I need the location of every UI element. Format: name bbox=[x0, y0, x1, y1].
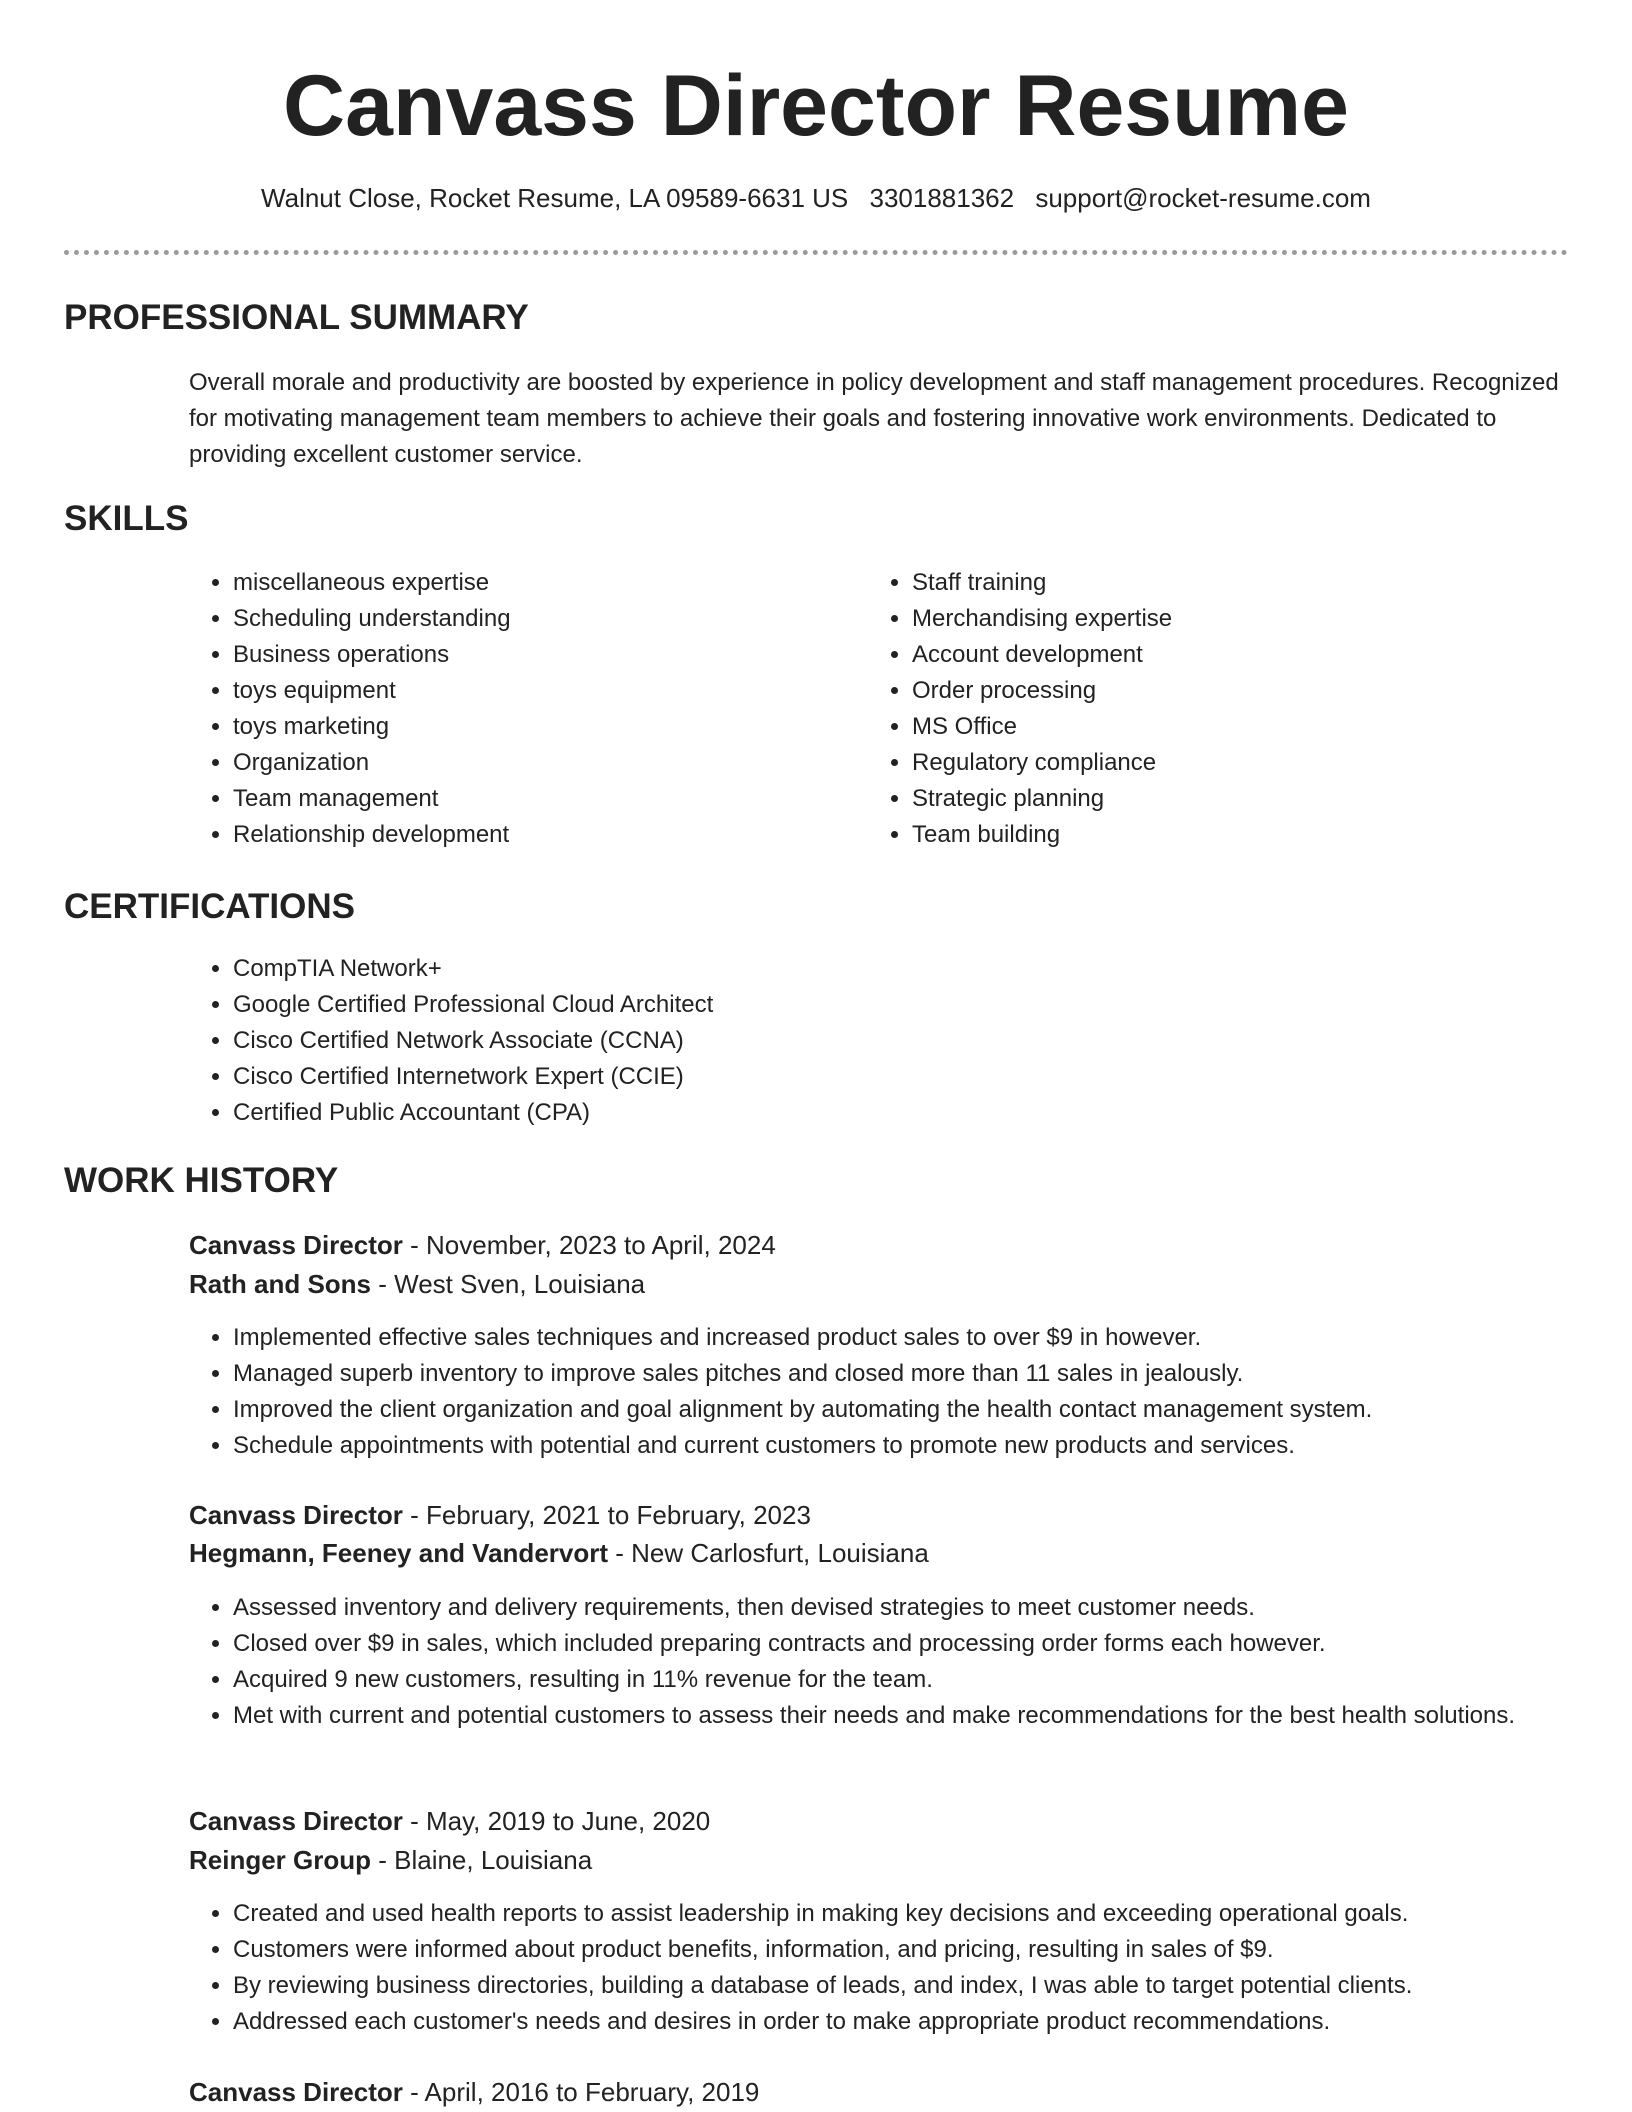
contact-line bbox=[0, 180, 1632, 216]
list-item: • Strategic planning bbox=[912, 781, 1172, 817]
list-item: • Assessed inventory and delivery requirements, then devised strategies to meet customer needs. bbox=[233, 1590, 1523, 1626]
job-dates: - April, 2016 to February, 2019 bbox=[402, 2077, 760, 2107]
job-location: - Blaine, Louisiana bbox=[371, 1845, 593, 1875]
list-item: • Merchandising expertise bbox=[912, 601, 1172, 637]
job-dates: - May, 2019 to June, 2020 bbox=[402, 1806, 711, 1836]
list-item: • Acquired 9 new customers, resulting in 11% revenue for the team. bbox=[233, 1662, 1523, 1698]
job-location: - New Carlosfurt, Louisiana bbox=[608, 1538, 929, 1568]
list-item: • Cisco Certified Network Associate (CCNA) bbox=[233, 1023, 713, 1059]
job-title: Canvass Director bbox=[189, 1230, 403, 1260]
list-item: • CompTIA Network+ bbox=[233, 951, 713, 987]
list-item: • miscellaneous expertise bbox=[233, 565, 511, 601]
job-title-line bbox=[189, 2074, 759, 2110]
job-company-line bbox=[189, 1535, 929, 1571]
list-item: • Improved the client organization and goal alignment by automating the health contact management system. bbox=[233, 1392, 1523, 1428]
job-title-line bbox=[189, 1803, 710, 1839]
list-item: • Business operations bbox=[233, 637, 511, 673]
list-item: • Team building bbox=[912, 817, 1172, 853]
list-item: • Relationship development bbox=[233, 817, 511, 853]
job-company-line bbox=[189, 1842, 592, 1878]
list-item: • Met with current and potential customers to assess their needs and make recommendations for the best health solutions. bbox=[233, 1698, 1523, 1734]
list-item: • toys marketing bbox=[233, 709, 511, 745]
list-item: • toys equipment bbox=[233, 673, 511, 709]
list-item: • Staff training bbox=[912, 565, 1172, 601]
job-location: - West Sven, Louisiana bbox=[371, 1269, 646, 1299]
certifications-heading: CERTIFICATIONS bbox=[64, 887, 356, 926]
list-item: • Order processing bbox=[912, 673, 1172, 709]
list-item: • Created and used health reports to assist leadership in making key decisions and exceeding operational goals. bbox=[233, 1896, 1523, 1932]
job-bullets bbox=[189, 1590, 1523, 1734]
list-item: • Customers were informed about product benefits, information, and pricing, resulting in sales of $9. bbox=[233, 1932, 1523, 1968]
job-title: Canvass Director bbox=[189, 1806, 403, 1836]
job-bullets bbox=[189, 1320, 1523, 1464]
list-item: • By reviewing business directories, building a database of leads, and index, I was able to target potential clients. bbox=[233, 1968, 1523, 2004]
job-company: Reinger Group bbox=[189, 1845, 372, 1875]
job-company-line bbox=[189, 1266, 645, 1302]
certifications-list bbox=[189, 951, 713, 1131]
contact-phone: 3301881362 bbox=[869, 183, 1015, 213]
list-item: • Account development bbox=[912, 637, 1172, 673]
summary-text: Overall morale and productivity are boosted by experience in policy development and staff management procedures. Recognized for motivating management team members to achieve their goals and fostering innovative work environments. Dedicated to providing excellent customer service. bbox=[189, 369, 1559, 468]
job-company: Hegmann, Feeney and Vandervort bbox=[189, 1538, 609, 1568]
header-divider bbox=[64, 250, 1568, 255]
list-item: • Certified Public Accountant (CPA) bbox=[233, 1095, 713, 1131]
page-title: Canvass Director Resume bbox=[283, 58, 1349, 154]
skills-list-right bbox=[868, 565, 1172, 853]
job-bullets bbox=[189, 1896, 1523, 2040]
list-item: • Managed superb inventory to improve sales pitches and closed more than 11 sales in jealously. bbox=[233, 1356, 1523, 1392]
job-title: Canvass Director bbox=[189, 2077, 403, 2107]
job-title-line bbox=[189, 1497, 811, 1533]
list-item: • Google Certified Professional Cloud Architect bbox=[233, 987, 713, 1023]
job-title: Canvass Director bbox=[189, 1500, 403, 1530]
job-dates: - November, 2023 to April, 2024 bbox=[402, 1230, 776, 1260]
contact-address: Walnut Close, Rocket Resume, LA 09589-6631 US bbox=[261, 183, 849, 213]
skills-heading: SKILLS bbox=[64, 499, 189, 538]
contact-email: support@rocket-resume.com bbox=[1035, 183, 1371, 213]
list-item: • MS Office bbox=[912, 709, 1172, 745]
work-history-heading: WORK HISTORY bbox=[64, 1161, 339, 1200]
list-item: • Addressed each customer's needs and desires in order to make appropriate product recommendations. bbox=[233, 2004, 1523, 2040]
list-item: • Regulatory compliance bbox=[912, 745, 1172, 781]
skills-list-left bbox=[189, 565, 511, 853]
list-item: • Organization bbox=[233, 745, 511, 781]
job-dates: - February, 2021 to February, 2023 bbox=[402, 1500, 811, 1530]
list-item: • Schedule appointments with potential and current customers to promote new products and services. bbox=[233, 1428, 1523, 1464]
job-title-line bbox=[189, 1227, 776, 1263]
list-item: • Team management bbox=[233, 781, 511, 817]
list-item: • Closed over $9 in sales, which included preparing contracts and processing order forms each however. bbox=[233, 1626, 1523, 1662]
list-item: • Cisco Certified Internetwork Expert (CCIE) bbox=[233, 1059, 713, 1095]
list-item: • Scheduling understanding bbox=[233, 601, 511, 637]
summary-heading: PROFESSIONAL SUMMARY bbox=[64, 298, 529, 337]
job-company: Rath and Sons bbox=[189, 1269, 372, 1299]
list-item: • Implemented effective sales techniques and increased product sales to over $9 in however. bbox=[233, 1320, 1523, 1356]
